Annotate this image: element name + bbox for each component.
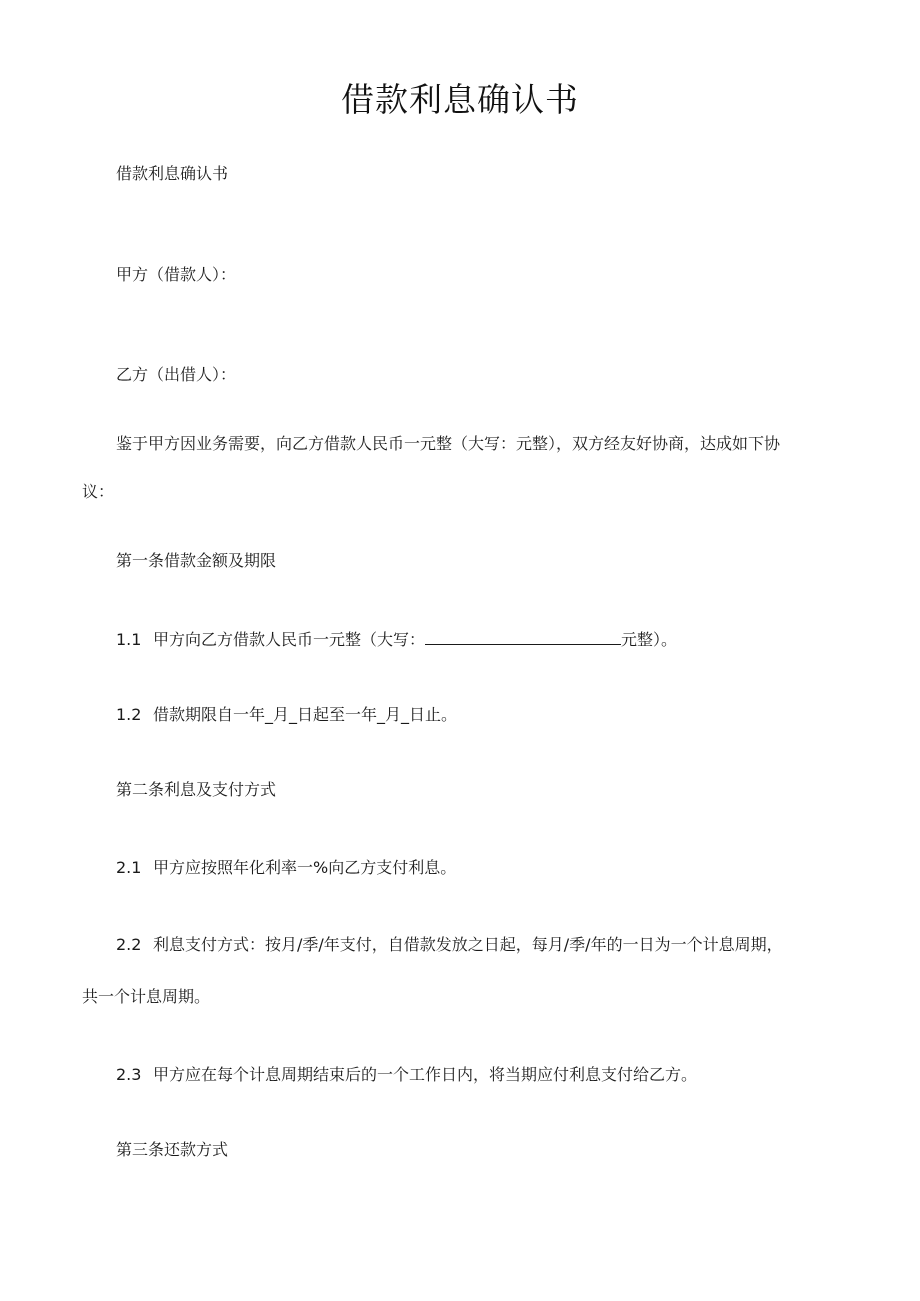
item-number: 2.2	[116, 935, 142, 954]
article-1-item-1	[116, 629, 677, 651]
preamble-line-1: 鉴于甲方因业务需要，向乙方借款人民币一元整（大写：元整），双方经友好协商，达成如下协	[116, 434, 781, 453]
item-text-before: 甲方向乙方借款人民币一元整（大写：	[153, 630, 426, 649]
item-text-after: 元整）。	[621, 630, 678, 649]
article-2-item-2-line-1	[116, 934, 783, 956]
article-1-heading: 第一条借款金额及期限	[116, 551, 277, 570]
article-1-item-2	[116, 704, 457, 726]
item-text: 借款期限自一年_月_日起至一年_月_日止。	[153, 705, 458, 724]
item-text: 甲方应在每个计息周期结束后的一个工作日内，将当期应付利息支付给乙方。	[153, 1065, 698, 1084]
party-b-label: 乙方（出借人）：	[116, 365, 237, 384]
item-number: 1.1	[116, 630, 142, 649]
item-text: 利息支付方式：按月/季/年支付，自借款发放之日起，每月/季/年的一日为一个计息周期，	[153, 935, 783, 954]
amount-blank-line	[425, 630, 621, 645]
item-number: 2.3	[116, 1065, 142, 1084]
party-a-label: 甲方（借款人）：	[116, 265, 237, 284]
document-title: 借款利息确认书	[341, 80, 579, 119]
article-2-item-3	[116, 1064, 697, 1086]
item-number: 1.2	[116, 705, 142, 724]
item-number: 2.1	[116, 858, 142, 877]
article-3-heading: 第三条还款方式	[116, 1140, 229, 1159]
preamble-line-2: 议：	[82, 482, 115, 501]
item-text: 甲方应按照年化利率一%向乙方支付利息。	[153, 858, 457, 877]
article-2-item-1	[116, 857, 456, 879]
article-2-item-2-line-2: 共一个计息周期。	[82, 987, 211, 1006]
document-subtitle: 借款利息确认书	[116, 164, 229, 183]
article-2-heading: 第二条利息及支付方式	[116, 780, 277, 799]
